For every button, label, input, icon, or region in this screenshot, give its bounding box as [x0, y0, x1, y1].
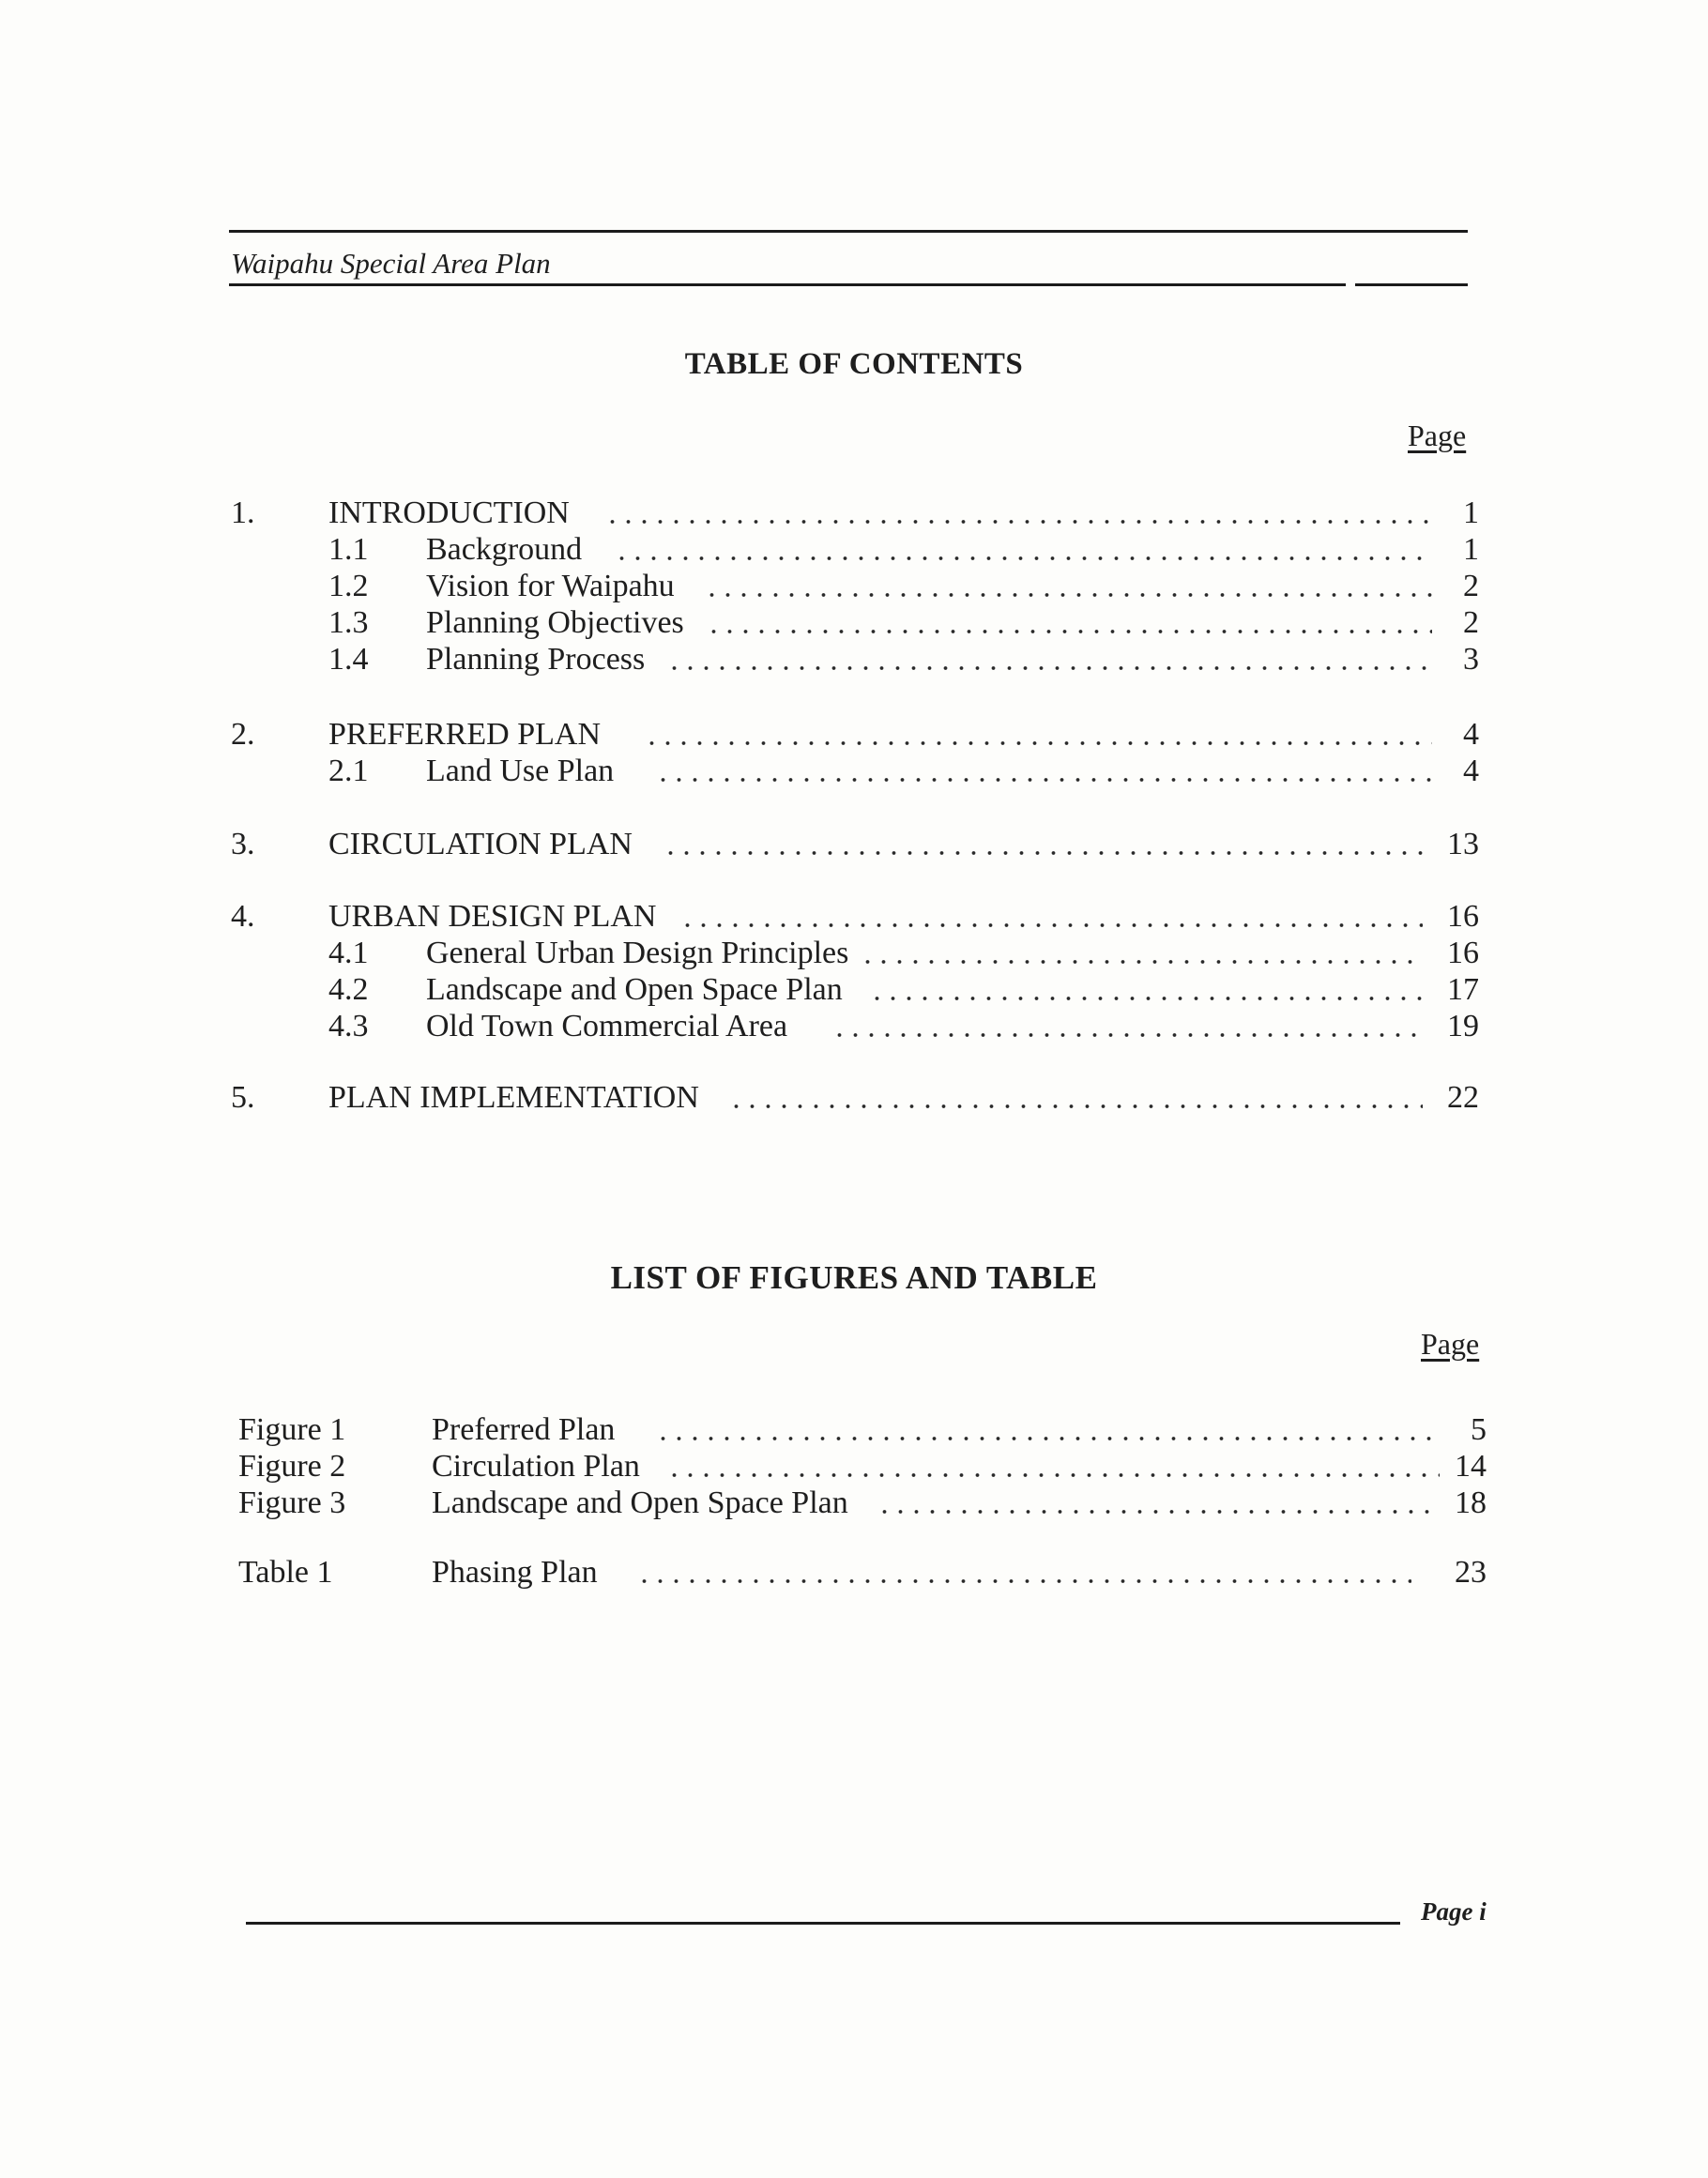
toc-entry-number: 5. — [231, 1080, 255, 1115]
figure-entry-title: Landscape and Open Space Plan — [432, 1485, 848, 1520]
table-entry-page: 23 — [1455, 1555, 1487, 1590]
toc-entry-page: 22 — [1447, 1080, 1479, 1115]
dot-leader — [663, 849, 1423, 857]
toc-entry-title: Land Use Plan — [426, 754, 615, 788]
toc-entry-page: 19 — [1447, 1009, 1479, 1043]
footer-page-number: Page i — [1421, 1897, 1487, 1926]
toc-entry-title: Planning Process — [426, 642, 646, 677]
toc-entry-title: INTRODUCTION — [328, 495, 570, 530]
figures-page-column-label: Page — [1421, 1327, 1480, 1361]
toc-entry-planning-objectives[interactable] — [231, 604, 1479, 642]
toc-entry-page: 1 — [1463, 495, 1479, 530]
toc-entry-old-town-commercial[interactable] — [231, 1008, 1479, 1045]
toc-entry-page: 17 — [1447, 972, 1479, 1007]
toc-page-column-label: Page — [1408, 419, 1467, 452]
dot-leader — [704, 591, 1432, 599]
table-entry-phasing-plan[interactable] — [238, 1554, 1487, 1592]
toc-entry-number: 4.3 — [328, 1009, 369, 1043]
toc-heading: TABLE OF CONTENTS — [684, 347, 1024, 381]
dot-leader — [614, 555, 1432, 562]
toc-entry-number: 1.2 — [328, 569, 369, 603]
figure-entry-label: Figure 1 — [238, 1412, 346, 1447]
dot-leader — [860, 958, 1423, 966]
toc-entry-introduction[interactable] — [231, 495, 1479, 532]
dot-leader — [644, 739, 1432, 747]
toc-entry-number: 2.1 — [328, 754, 369, 788]
toc-entry-background[interactable] — [231, 531, 1479, 569]
dot-leader — [831, 1031, 1423, 1039]
figure-entry-label: Figure 2 — [238, 1449, 346, 1484]
toc-entry-number: 1.3 — [328, 605, 369, 640]
toc-entry-number: 4.1 — [328, 936, 369, 970]
dot-leader — [877, 1508, 1440, 1515]
header-bottom-rule — [229, 283, 1346, 286]
figure-entry-page: 14 — [1455, 1449, 1487, 1484]
toc-entry-page: 4 — [1463, 717, 1479, 752]
toc-entry-title: Vision for Waipahu — [426, 569, 675, 603]
table-entry-label: Table 1 — [238, 1555, 333, 1590]
toc-entry-number: 1.4 — [328, 642, 369, 677]
figures-heading: LIST OF FIGURES AND TABLE — [610, 1259, 1098, 1296]
figure-entry-preferred-plan[interactable] — [238, 1411, 1487, 1449]
toc-entry-number: 1. — [231, 495, 255, 530]
toc-entry-title: PLAN IMPLEMENTATION — [328, 1080, 699, 1115]
toc-entry-number: 1.1 — [328, 532, 369, 567]
toc-entry-title: Planning Objectives — [426, 605, 684, 640]
toc-entry-preferred-plan[interactable] — [231, 716, 1479, 754]
toc-entry-land-use-plan[interactable] — [231, 753, 1479, 790]
toc-entry-page: 16 — [1447, 899, 1479, 934]
dot-leader — [655, 1435, 1440, 1442]
toc-entry-page: 13 — [1447, 827, 1479, 861]
figure-entry-landscape-plan[interactable] — [238, 1485, 1487, 1522]
toc-entry-number: 3. — [231, 827, 255, 861]
toc-entry-page: 4 — [1463, 754, 1479, 788]
toc-entry-planning-process[interactable] — [231, 641, 1479, 678]
figure-entry-title: Preferred Plan — [432, 1412, 616, 1447]
dot-leader — [655, 776, 1432, 784]
dot-leader — [666, 664, 1432, 672]
toc-entry-title: Background — [426, 532, 583, 567]
toc-entry-title: General Urban Design Principles — [426, 936, 849, 970]
toc-entry-page: 2 — [1463, 569, 1479, 603]
dot-leader — [728, 1103, 1423, 1110]
toc-entry-circulation-plan[interactable] — [231, 826, 1479, 863]
toc-entry-page: 3 — [1463, 642, 1479, 677]
dot-leader — [636, 1577, 1411, 1585]
toc-entry-title: Landscape and Open Space Plan — [426, 972, 843, 1007]
toc-entry-plan-implementation[interactable] — [231, 1079, 1479, 1117]
toc-entry-number: 4. — [231, 899, 255, 934]
dot-leader — [706, 628, 1432, 635]
dot-leader — [604, 518, 1432, 525]
toc-entry-vision[interactable] — [231, 568, 1479, 605]
figure-entry-page: 18 — [1455, 1485, 1487, 1520]
toc-entry-urban-design-plan[interactable] — [231, 898, 1479, 936]
dot-leader — [869, 995, 1423, 1002]
figure-entry-label: Figure 3 — [238, 1485, 346, 1520]
header-bottom-rule-right — [1355, 283, 1468, 286]
toc-entry-general-urban-design[interactable] — [231, 935, 1479, 972]
toc-entry-title: Old Town Commercial Area — [426, 1009, 788, 1043]
toc-entry-title: URBAN DESIGN PLAN — [328, 899, 657, 934]
toc-entry-number: 2. — [231, 717, 255, 752]
table-entry-title: Phasing Plan — [432, 1555, 598, 1590]
figure-entry-circulation-plan[interactable] — [238, 1448, 1487, 1485]
figure-entry-title: Circulation Plan — [432, 1449, 640, 1484]
footer-rule — [246, 1922, 1400, 1925]
toc-entry-title: CIRCULATION PLAN — [328, 827, 633, 861]
toc-entry-number: 4.2 — [328, 972, 369, 1007]
dot-leader — [666, 1471, 1440, 1479]
toc-entry-title: PREFERRED PLAN — [328, 717, 601, 752]
figure-entry-page: 5 — [1471, 1412, 1487, 1447]
dot-leader — [679, 921, 1423, 929]
running-head-title: Waipahu Special Area Plan — [231, 247, 551, 280]
toc-entry-page: 2 — [1463, 605, 1479, 640]
toc-entry-page: 1 — [1463, 532, 1479, 567]
toc-entry-page: 16 — [1447, 936, 1479, 970]
toc-entry-landscape-open-space[interactable] — [231, 971, 1479, 1009]
header-top-rule — [229, 230, 1468, 233]
